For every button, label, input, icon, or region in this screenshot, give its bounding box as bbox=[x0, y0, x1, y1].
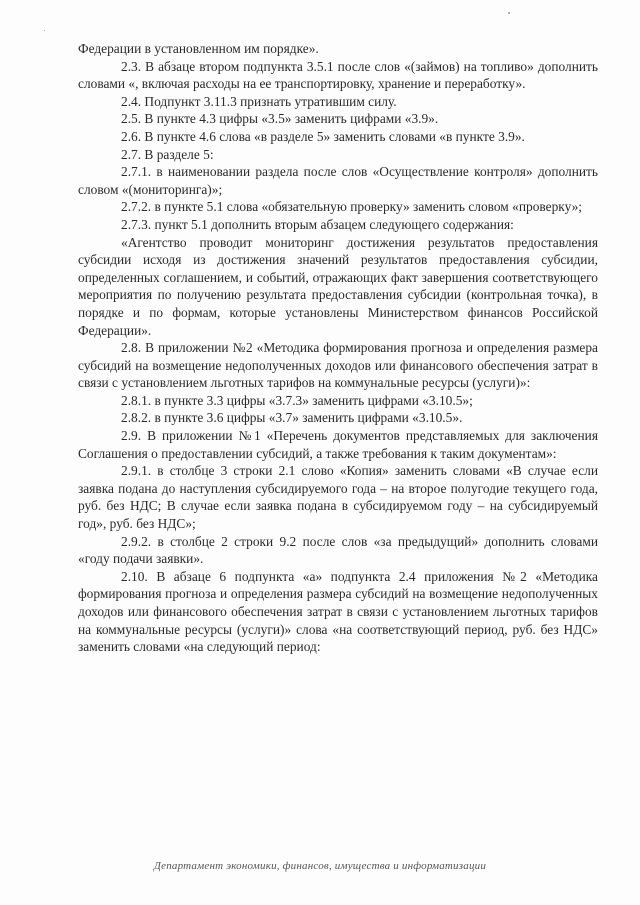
scan-speck bbox=[44, 30, 45, 31]
paragraph: 2.8.2. в пункте 3.6 цифры «3.7» заменить цифрами «3.10.5». bbox=[121, 410, 463, 426]
document-body bbox=[78, 40, 598, 656]
paragraph: 2.3. В абзаце втором подпункта 3.5.1 после слов «(займов) на топливо» дополнить словами «, включая расходы на ее транспортировку, хранение и переработку». bbox=[78, 58, 598, 92]
paragraph: 2.7.2. в пункте 5.1 слова «обязательную проверку» заменить словом «проверку»; bbox=[121, 199, 583, 215]
paragraph: 2.9. В приложении №1 «Перечень документов представляемых для заключения Соглашения о предоставлении субсидий, а также требования к таким документам»: bbox=[78, 428, 598, 461]
paragraph: 2.8. В приложении №2 «Методика формирования прогноза и определения размера субсидий на возмещение недополученных доходов или финансового обеспечения затрат в связи с установлением льготных тарифов на коммунальные ресурсы (услуги)»: bbox=[78, 340, 598, 391]
page-footer: Департамент экономики, финансов, имущества и информатизации bbox=[153, 860, 487, 872]
paragraph: 2.9.2. в столбце 2 строки 9.2 после слов «за предыдущий» дополнить словами «году подачи заявки». bbox=[78, 533, 598, 567]
paragraph: 2.7.1. в наименовании раздела после слов «Осуществление контроля» дополнить словом «(мониторинга)»; bbox=[78, 164, 598, 197]
paragraph: 2.5. В пункте 4.3 цифры «3.5» заменить цифрами «3.9». bbox=[121, 111, 439, 127]
paragraph: 2.6. В пункте 4.6 слова «в разделе 5» заменить словами «в пункте 3.9». bbox=[121, 128, 525, 144]
scan-speck bbox=[508, 12, 510, 14]
paragraph: «Агентство проводит мониторинг достижения результатов предоставления субсидии исходя из достижения значений результатов предоставления субсидии, определенных соглашением, и событий, отражающих факт завершения соответствующего мероприятия по получению результата предоставления субсидии (контрольная точка), в порядке и по формам, которые установлены Министерством финансов Российской Федерации». bbox=[78, 234, 598, 338]
paragraph: 2.10. В абзаце 6 подпункта «а» подпункта 2.4 приложения №2 «Методика формирования прогноза и определения размера субсидий на возмещение недополученных доходов или финансового обеспечения затрат в связи с установлением льготных тарифов на коммунальные ресурсы (услуги)» слова «на соответствующий период, руб. без НДС» заменить словами «на следующий период: bbox=[78, 568, 598, 655]
paragraph: 2.7. В разделе 5: bbox=[121, 146, 214, 162]
paragraph: 2.7.3. пункт 5.1 дополнить вторым абзацем следующего содержания: bbox=[121, 216, 514, 232]
paragraph: Федерации в установленном им порядке». bbox=[78, 41, 319, 56]
paragraph: 2.9.1. в столбце 3 строки 2.1 слово «Копия» заменить словами «В случае если заявка подана до наступления субсидируемого года – на второе полугодие текущего года, руб. без НДС; В случае если заявка подана в субсидируемом году – на субсидируемый год», руб. без НДС»; bbox=[78, 463, 598, 532]
paragraph: 2.4. Подпункт 3.11.3 признать утратившим силу. bbox=[121, 93, 397, 109]
paragraph: 2.8.1. в пункте 3.3 цифры «3.7.3» заменить цифрами «3.10.5»; bbox=[121, 392, 473, 408]
